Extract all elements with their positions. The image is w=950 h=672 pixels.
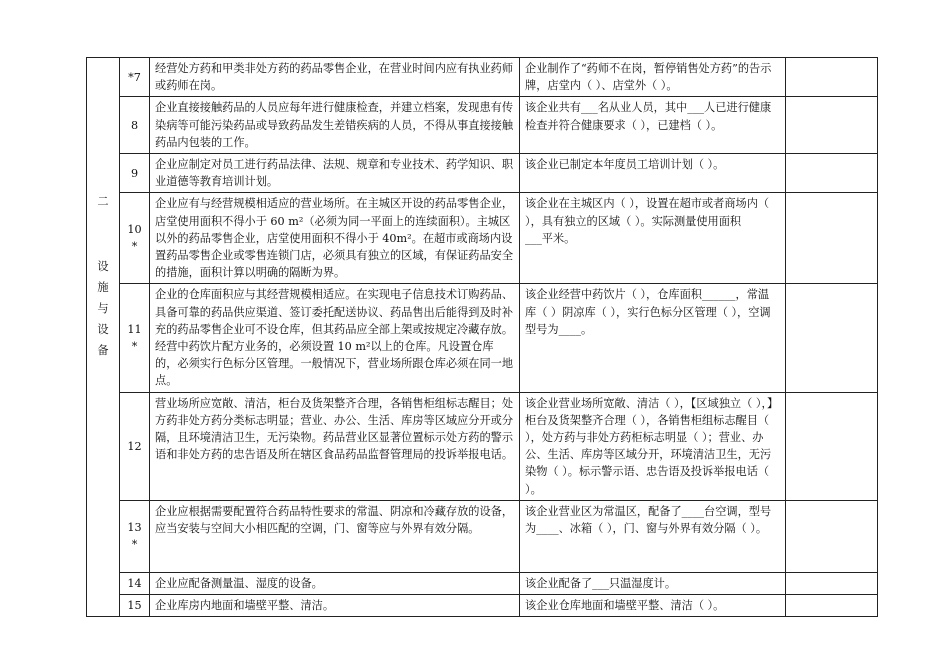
section-cell	[87, 58, 120, 617]
section-title: 设施与设备	[97, 260, 109, 358]
item-number: 8	[120, 97, 150, 154]
table-row	[87, 97, 878, 154]
table-row	[87, 284, 878, 392]
remark-cell[interactable]	[786, 595, 878, 617]
requirement-text: 企业应配备测量温、湿度的设备。	[150, 572, 520, 594]
inspection-table-sheet	[86, 57, 877, 617]
requirement-text: 企业应有与经营规模相适应的营业场所。在主城区开设的药品零售企业，店堂使用面积不得小于 60 m²（必须为同一平面上的连续面积）。主城区以外的药品零售企业，店堂使用面积不得小于 40m²。在超市或商场内设置药品零售企业或零售连锁门店，必须具有独立的区域，有保证药品安全的措施，面积计算以明确的隔断为界。	[150, 193, 520, 284]
check-result-text: 企业制作了“药师不在岗，暂停销售处方药”的告示牌，店堂内（ ）、店堂外（ ）。	[520, 58, 786, 97]
inspection-table	[86, 57, 878, 617]
table-row	[87, 392, 878, 500]
item-number: 9	[120, 154, 150, 193]
table-row	[87, 572, 878, 594]
check-result-text: 该企业在主城区内（ ），设置在超市或者商场内（ ），具有独立的区域（ ）。实际测量使用面积 ___平米。	[520, 193, 786, 284]
table-row	[87, 595, 878, 617]
requirement-text: 经营处方药和甲类非处方药的药品零售企业，在营业时间内应有执业药师或药师在岗。	[150, 58, 520, 97]
check-result-text: 该企业配备了___只温湿度计。	[520, 572, 786, 594]
requirement-text: 营业场所应宽敞、清洁，柜台及货架整齐合理，各销售柜组标志醒目；处方药非处方药分类标志明显；营业、办公、生活、库房等区域应分开或分隔，且环境清洁卫生，无污染物。药品营业区显著位置标示处方药的警示语和非处方药的忠告语及所在辖区食品药品监督管理局的投诉举报电话。	[150, 392, 520, 500]
item-number: 13 *	[120, 500, 150, 572]
check-result-text: 该企业共有___名从业人员，其中___人已进行健康检查并符合健康要求（ ），已建档（ ）。	[520, 97, 786, 154]
requirement-text: 企业直接接触药品的人员应每年进行健康检查，并建立档案，发现患有传染病等可能污染药品或导致药品发生差错疾病的人员，不得从事直接接触药品内包装的工作。	[150, 97, 520, 154]
remark-cell[interactable]	[786, 500, 878, 572]
table-row	[87, 500, 878, 572]
check-result-text: 该企业已制定本年度员工培训计划（ ）。	[520, 154, 786, 193]
requirement-text: 企业库房内地面和墙壁平整、清洁。	[150, 595, 520, 617]
requirement-text: 企业应根据需要配置符合药品特性要求的常温、阴凉和冷藏存放的设备，应当安装与空间大小相匹配的空调，门、窗等应与外界有效分隔。	[150, 500, 520, 572]
check-result-text: 该企业经营中药饮片（ ），仓库面积______，常温库（ ）阴凉库（ ），实行色标分区管理（ ），空调型号为____。	[520, 284, 786, 392]
remark-cell[interactable]	[786, 58, 878, 97]
requirement-text: 企业应制定对员工进行药品法律、法规、规章和专业技术、药学知识、职业道德等教育培训计划。	[150, 154, 520, 193]
check-result-text: 该企业营业场所宽敞、清洁（ ），【区域独立（ ），】柜台及货架整齐合理（ ），各销售柜组标志醒目（ ），处方药与非处方药柜标志明显（ ）；营业、办公、生活、库房等区域分开，环境清洁卫生，无污染物（ ）。标示警示语、忠告语及投诉举报电话（ ）。	[520, 392, 786, 500]
table-row	[87, 154, 878, 193]
remark-cell[interactable]	[786, 97, 878, 154]
section-number: 二	[97, 195, 109, 208]
remark-cell[interactable]	[786, 392, 878, 500]
item-number: 10 *	[120, 193, 150, 284]
item-number: 14	[120, 572, 150, 594]
item-number: 12	[120, 392, 150, 500]
remark-cell[interactable]	[786, 193, 878, 284]
item-number: 11 *	[120, 284, 150, 392]
check-result-text: 该企业仓库地面和墙壁平整、清洁（ ）。	[520, 595, 786, 617]
item-number: *7	[120, 58, 150, 97]
table-row	[87, 193, 878, 284]
remark-cell[interactable]	[786, 154, 878, 193]
item-number: 15	[120, 595, 150, 617]
requirement-text: 企业的仓库面积应与其经营规模相适应。在实现电子信息技术订购药品、具备可靠的药品供应渠道、签订委托配送协议、药品售出后能得到及时补充的药品零售企业可不设仓库，但其药品应全部上架或按规定冷藏存放。经营中药饮片配方业务的，必须设置 10 m²以上的仓库。凡设置仓库的，必须实行色标分区管理。一般情况下，营业场所跟仓库必须在同一地点。	[150, 284, 520, 392]
remark-cell[interactable]	[786, 284, 878, 392]
remark-cell[interactable]	[786, 572, 878, 594]
table-row	[87, 58, 878, 97]
check-result-text: 该企业营业区为常温区，配备了____台空调，型号为____、冰箱（ ），门、窗与外界有效分隔（ ）。	[520, 500, 786, 572]
